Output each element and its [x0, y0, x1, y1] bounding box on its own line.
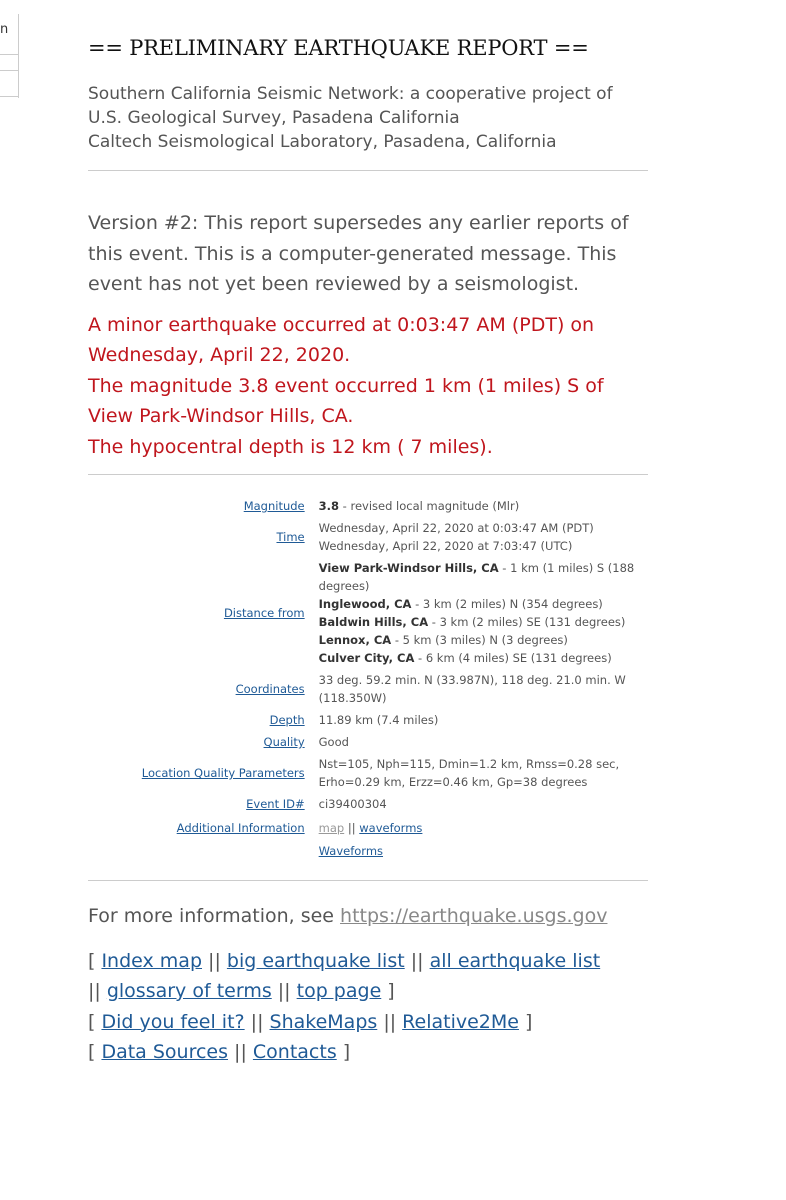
- distance-item: Inglewood, CA - 3 km (2 miles) N (354 degrees): [318, 597, 603, 611]
- contacts-link[interactable]: Contacts: [252, 1041, 337, 1063]
- table-row: [102, 669, 650, 709]
- table-row: [102, 815, 650, 862]
- footer-nav: [ Index map || big earthquake list || all earthquake list || glossary of terms || top page ] [ Did you feel it? || ShakeMaps || Relative2Me ] [ Data Sources || Contacts ]: [88, 949, 601, 1063]
- location-quality-value: Nst=105, Nph=115, Dmin=1.2 km, Rmss=0.28 sec, Erho=0.29 km, Erzz=0.46 km, Gp=38 degrees: [318, 757, 620, 789]
- table-row: [102, 495, 650, 517]
- additional-info-link[interactable]: Additional Information: [176, 821, 305, 835]
- distance-item: Lennox, CA - 5 km (3 miles) N (3 degrees): [318, 633, 568, 647]
- summary-depth: The hypocentral depth is 12 km ( 7 miles).: [88, 435, 493, 458]
- shakemaps-link[interactable]: ShakeMaps: [269, 1010, 378, 1033]
- map-link[interactable]: map: [318, 821, 345, 835]
- event-details-table: [102, 495, 650, 862]
- time-local: Wednesday, April 22, 2020 at 0:03:47 AM (PDT): [318, 521, 594, 535]
- more-info-text: For more information, see: [88, 905, 341, 927]
- location-quality-link[interactable]: Location Quality Parameters: [141, 766, 305, 780]
- table-row: [102, 753, 650, 793]
- divider: [88, 474, 648, 475]
- distance-link[interactable]: Distance from: [223, 606, 305, 620]
- relative2me-link[interactable]: Relative2Me: [402, 1010, 519, 1033]
- coordinates-value: 33 deg. 59.2 min. N (33.987N), 118 deg. 21.0 min. W (118.350W): [318, 673, 626, 705]
- network-line: Southern California Seismic Network: a cooperative project of: [88, 84, 613, 104]
- network-line: U.S. Geological Survey, Pasadena California: [88, 108, 460, 128]
- event-id-value: ci39400304: [318, 797, 387, 811]
- coordinates-link[interactable]: Coordinates: [235, 682, 305, 696]
- all-earthquake-list-link[interactable]: all earthquake list: [429, 949, 601, 972]
- quality-value: Good: [318, 735, 349, 749]
- network-credits: [88, 82, 650, 154]
- version-notice: Version #2: This report supersedes any earlier reports of this event. This is a computer-generated message. This event has not yet been reviewed by a seismologist.: [88, 212, 629, 295]
- index-map-link[interactable]: Index map: [101, 949, 203, 972]
- more-info: [88, 901, 650, 932]
- big-earthquake-list-link[interactable]: big earthquake list: [226, 949, 405, 972]
- distance-item: Baldwin Hills, CA - 3 km (2 miles) SE (131 degrees): [318, 615, 626, 629]
- depth-value: 11.89 km (7.4 miles): [318, 713, 439, 727]
- event-id-link[interactable]: Event ID#: [246, 797, 305, 811]
- distance-item: Culver City, CA - 6 km (4 miles) SE (131 degrees): [318, 651, 612, 665]
- top-page-link[interactable]: top page: [296, 980, 382, 1002]
- event-summary: [88, 310, 650, 463]
- waveforms-page-link[interactable]: Waveforms: [318, 844, 384, 858]
- divider: [88, 880, 648, 881]
- table-row: [102, 557, 650, 669]
- time-link[interactable]: Time: [276, 530, 305, 544]
- side-divider: [0, 70, 18, 71]
- report-container: [88, 30, 650, 1068]
- did-you-feel-it-link[interactable]: Did you feel it?: [101, 1010, 245, 1033]
- table-row: [102, 517, 650, 557]
- table-row: [102, 793, 650, 815]
- side-panel-text: n: [0, 22, 9, 37]
- side-divider: [0, 96, 18, 97]
- side-divider: [0, 54, 18, 55]
- waveforms-link[interactable]: waveforms: [359, 821, 423, 835]
- side-panel-edge: [0, 14, 19, 98]
- data-sources-link[interactable]: Data Sources: [101, 1041, 229, 1063]
- summary-time: A minor earthquake occurred at 0:03:47 AM (PDT) on Wednesday, April 22, 2020.: [88, 313, 595, 366]
- usgs-link[interactable]: https://earthquake.usgs.gov: [340, 905, 608, 927]
- distance-item: View Park-Windsor Hills, CA - 1 km (1 miles) S (188 degrees): [318, 561, 635, 593]
- magnitude-link[interactable]: Magnitude: [243, 499, 305, 513]
- magnitude-desc: - revised local magnitude (Mlr): [339, 499, 520, 513]
- summary-magnitude: The magnitude 3.8 event occurred 1 km (1 miles) S of View Park-Windsor Hills, CA.: [88, 374, 604, 427]
- magnitude-value: 3.8: [318, 499, 340, 513]
- quality-link[interactable]: Quality: [263, 735, 305, 749]
- link-separator: ||: [344, 821, 360, 835]
- page-title: == PRELIMINARY EARTHQUAKE REPORT ==: [88, 36, 589, 60]
- table-row: [102, 709, 650, 731]
- glossary-link[interactable]: glossary of terms: [106, 980, 272, 1002]
- depth-link[interactable]: Depth: [269, 713, 305, 727]
- divider: [88, 170, 648, 171]
- network-line: Caltech Seismological Laboratory, Pasadena, California: [88, 132, 557, 152]
- table-row: [102, 731, 650, 753]
- time-utc: Wednesday, April 22, 2020 at 7:03:47 (UTC): [318, 539, 573, 553]
